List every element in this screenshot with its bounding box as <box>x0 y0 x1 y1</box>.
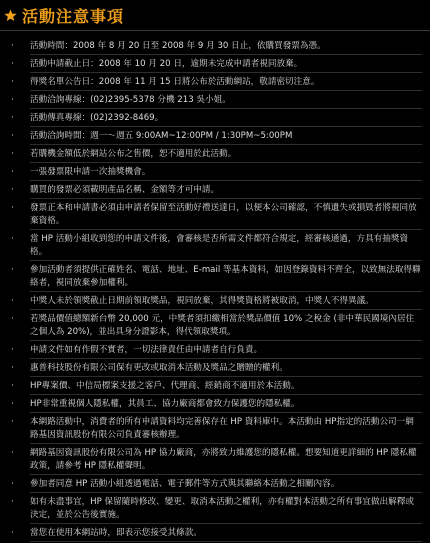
list-item <box>8 38 430 56</box>
list-item-text: HP非常重視個人隱私權，其員工、協力廠商都會致力保護您的隱私權。 <box>30 398 422 413</box>
star-icon <box>4 9 17 22</box>
list-item-text: 發票正本和申請書必須由申請者保留至活動好禮送達日，以便本公司確認，不慎遺失或損毀者將視同放棄資格。 <box>30 202 422 230</box>
list-item <box>8 445 430 476</box>
list-item <box>8 56 430 74</box>
bullet-icon: · <box>11 76 14 87</box>
bullet-icon: · <box>11 313 14 324</box>
bullet-icon: · <box>11 202 14 213</box>
list-item <box>8 525 430 543</box>
bullet-icon: · <box>11 233 14 244</box>
list-item-text: 參加活動者須提供正確姓名、電話、地址、E-mail 等基本資料，如因登錄資料不齊全，以致無法取得聯絡者，視同放棄參加權利。 <box>30 264 422 292</box>
bullet-icon: · <box>11 362 14 373</box>
list-item-text: 一張發票限申請一次抽獎機會。 <box>30 166 422 181</box>
list-item-text: 若獎品價值總額新台幣 20,000 元，中獎者須扣繳相當於獎品價值 10% 之稅金 (非中華民國境內居住之個人為 20%)，並出具身分證影本，得代領取獎項。 <box>30 313 422 341</box>
bullet-icon: · <box>11 344 14 355</box>
list-item <box>8 311 430 342</box>
list-item <box>8 92 430 110</box>
list-item <box>8 262 430 293</box>
bullet-icon: · <box>11 94 14 105</box>
bullet-icon: · <box>11 416 14 427</box>
list-item-text: 中獎人未於領獎截止日期前領取獎品，視同放棄，其得獎資格將被取消，中獎人不得異議。 <box>30 295 422 310</box>
list-item <box>8 164 430 182</box>
bullet-icon: · <box>11 478 14 489</box>
list-item <box>8 342 430 360</box>
list-item-text: 活動洽詢專線：(02)2395-5378 分機 213 吳小姐。 <box>30 94 422 109</box>
list-item-text: 購買的發票必須載明產品名稱、金額等才可申請。 <box>30 184 422 199</box>
list-item-text: 本網路活動中，消費者的所有申請資料均完善保存在 HP 資料庫中。本活動由 HP指定的活動公司一網路基因資訊股份有限公司負責審核辦理。 <box>30 416 422 444</box>
list-item-text: 申請文件如有作假不實者，一切法律責任由申請者自行負責。 <box>30 344 422 359</box>
list-item-text: 若購機金額低於網站公布之售價，恕不適用於此活動。 <box>30 148 422 163</box>
list-item-text: 當 HP 活動小組收到您的申請文件後，會審核是否所需文件都符合規定，經審核通過，方具有抽獎資格。 <box>30 233 422 261</box>
list-item-text: HP專案價、中信局標案支援之客戶、代理商、經銷商不適用於本活動。 <box>30 380 422 395</box>
list-item-text: 活動時間：2008 年 8 月 20 日至 2008 年 9 月 30 日止，依購買發票為憑。 <box>30 40 422 55</box>
notice-list <box>0 38 430 543</box>
bullet-icon: · <box>11 264 14 275</box>
list-item <box>8 494 430 525</box>
bullet-icon: · <box>11 112 14 123</box>
list-item <box>8 360 430 378</box>
bullet-icon: · <box>11 166 14 177</box>
list-item <box>8 110 430 128</box>
list-item-text: 活動傳真專線：(02)2392-8469。 <box>30 112 422 127</box>
bullet-icon: · <box>11 447 14 458</box>
list-item-text: 惠普科技股份有限公司保有更改或取消本活動及獎品之贈贈的權利。 <box>30 362 422 377</box>
page-title: 活動注意事項 <box>22 6 125 26</box>
list-item-text: 參加者同意 HP 活動小組透過電話、電子郵件等方式與其聯絡本活動之相關內容。 <box>30 478 422 493</box>
list-item <box>8 200 430 231</box>
list-item-text: 網路基因資訊股份有限公司為 HP 協力廠商，亦將致力維護您的隱私權。想要知道更詳細的 HP 隱私權政策，請參考 HP 隱私權聲明。 <box>30 447 422 475</box>
list-item <box>8 378 430 396</box>
bullet-icon: · <box>11 130 14 141</box>
bullet-icon: · <box>11 184 14 195</box>
list-item-text: 如有未盡事宜，HP 保留隨時修改、變更、取消本活動之權利，亦有權對本活動之所有事宜做出解釋或決定，並於公告後實施。 <box>30 496 422 524</box>
list-item-text: 活動洽詢時間：週一～週五 9:00AM~12:00PM / 1:30PM~5:00PM <box>30 130 422 145</box>
list-item <box>8 182 430 200</box>
list-item <box>8 146 430 164</box>
list-item <box>8 74 430 92</box>
list-item-text: 得獎名單公告日：2008 年 11 月 15 日將公布於活動網站，敬請密切注意。 <box>30 76 422 91</box>
list-item <box>8 293 430 311</box>
bullet-icon: · <box>11 148 14 159</box>
list-item <box>8 476 430 494</box>
list-item <box>8 396 430 414</box>
list-item <box>8 128 430 146</box>
bullet-icon: · <box>11 295 14 306</box>
bullet-icon: · <box>11 527 14 538</box>
bullet-icon: · <box>11 380 14 391</box>
bullet-icon: · <box>11 58 14 69</box>
bullet-icon: · <box>11 40 14 51</box>
bullet-icon: · <box>11 496 14 507</box>
list-item <box>8 414 430 445</box>
list-item <box>8 231 430 262</box>
bullet-icon: · <box>11 398 14 409</box>
list-item-text: 活動申請截止日：2008 年 10 月 20 日，逾期未完成申請者視同放棄。 <box>30 58 422 73</box>
panel-header <box>0 0 430 31</box>
list-item-text: 當您在使用本網站時，即表示您接受其條款。 <box>30 527 422 542</box>
